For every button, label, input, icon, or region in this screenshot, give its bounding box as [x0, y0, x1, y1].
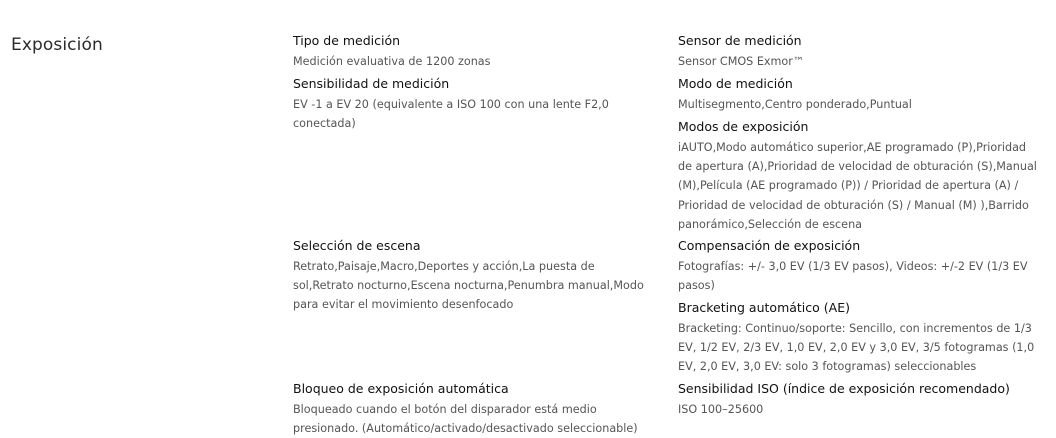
spec-value: Bloqueado cuando el botón del disparador está medio presionado. (Automático/activado/desactivado seleccionable)	[293, 403, 638, 436]
spec-label: Sensibilidad de medición	[293, 76, 450, 91]
spec-value: Sensor CMOS Exmor™	[678, 55, 805, 68]
spec-value: Retrato,Paisaje,Macro,Deportes y acción,La puesta de sol,Retrato nocturno,Escena nocturna,Penumbra manual,Modo para evitar el movimiento desenfocado	[293, 260, 644, 312]
spec-label: Bracketing automático (AE)	[678, 300, 850, 315]
spec-value: EV -1 a EV 20 (equivalente a ISO 100 con una lente F2,0 conectada)	[293, 98, 609, 131]
spec-iso-sensitivity	[678, 381, 1040, 419]
spec-scene-selection	[293, 238, 653, 315]
spec-value: Bracketing: Continuo/soporte: Sencillo, con incrementos de 1/3 EV, 1/2 EV, 2/3 EV, 1,0 EV, 2,0 EV y 3,0 EV, 3/5 fotogramas (1,0 EV, 2,0 EV, 3,0 EV: solo 3 fotogramas) seleccionables	[678, 322, 1035, 374]
spec-exposure-modes	[678, 119, 1040, 234]
section-title: Exposición	[11, 35, 103, 55]
spec-label: Sensibilidad ISO (índice de exposición recomendado)	[678, 381, 1010, 396]
spec-label: Selección de escena	[293, 238, 421, 253]
spec-label: Bloqueo de exposición automática	[293, 381, 509, 396]
spec-label: Modo de medición	[678, 76, 793, 91]
spec-exposure-compensation	[678, 238, 1040, 295]
spec-metering-sensor	[678, 33, 1040, 71]
spec-value: Medición evaluativa de 1200 zonas	[293, 55, 491, 68]
spec-value: Fotografías: +/- 3,0 EV (1/3 EV pasos), Videos: +/-2 EV (1/3 EV pasos)	[678, 260, 1028, 293]
spec-metering-type	[293, 33, 653, 71]
spec-label: Sensor de medición	[678, 33, 802, 48]
spec-value: iAUTO,Modo automático superior,AE programado (P),Prioridad de apertura (A),Prioridad de velocidad de obturación (S),Manual (M),Película (AE programado (P)) / Prioridad de apertura (A) / Prioridad de velocidad de obturación (S) / Manual (M) ),Barrido panorámico,Selección de escena	[678, 141, 1037, 231]
spec-ae-lock	[293, 381, 653, 438]
spec-metering-mode	[678, 76, 1040, 114]
spec-value: Multisegmento,Centro ponderado,Puntual	[678, 98, 912, 111]
spec-label: Modos de exposición	[678, 119, 809, 134]
spec-label: Tipo de medición	[293, 33, 401, 48]
spec-value: ISO 100–25600	[678, 403, 764, 416]
spec-label: Compensación de exposición	[678, 238, 861, 253]
spec-ae-bracketing	[678, 300, 1040, 377]
spec-metering-sensitivity	[293, 76, 653, 133]
